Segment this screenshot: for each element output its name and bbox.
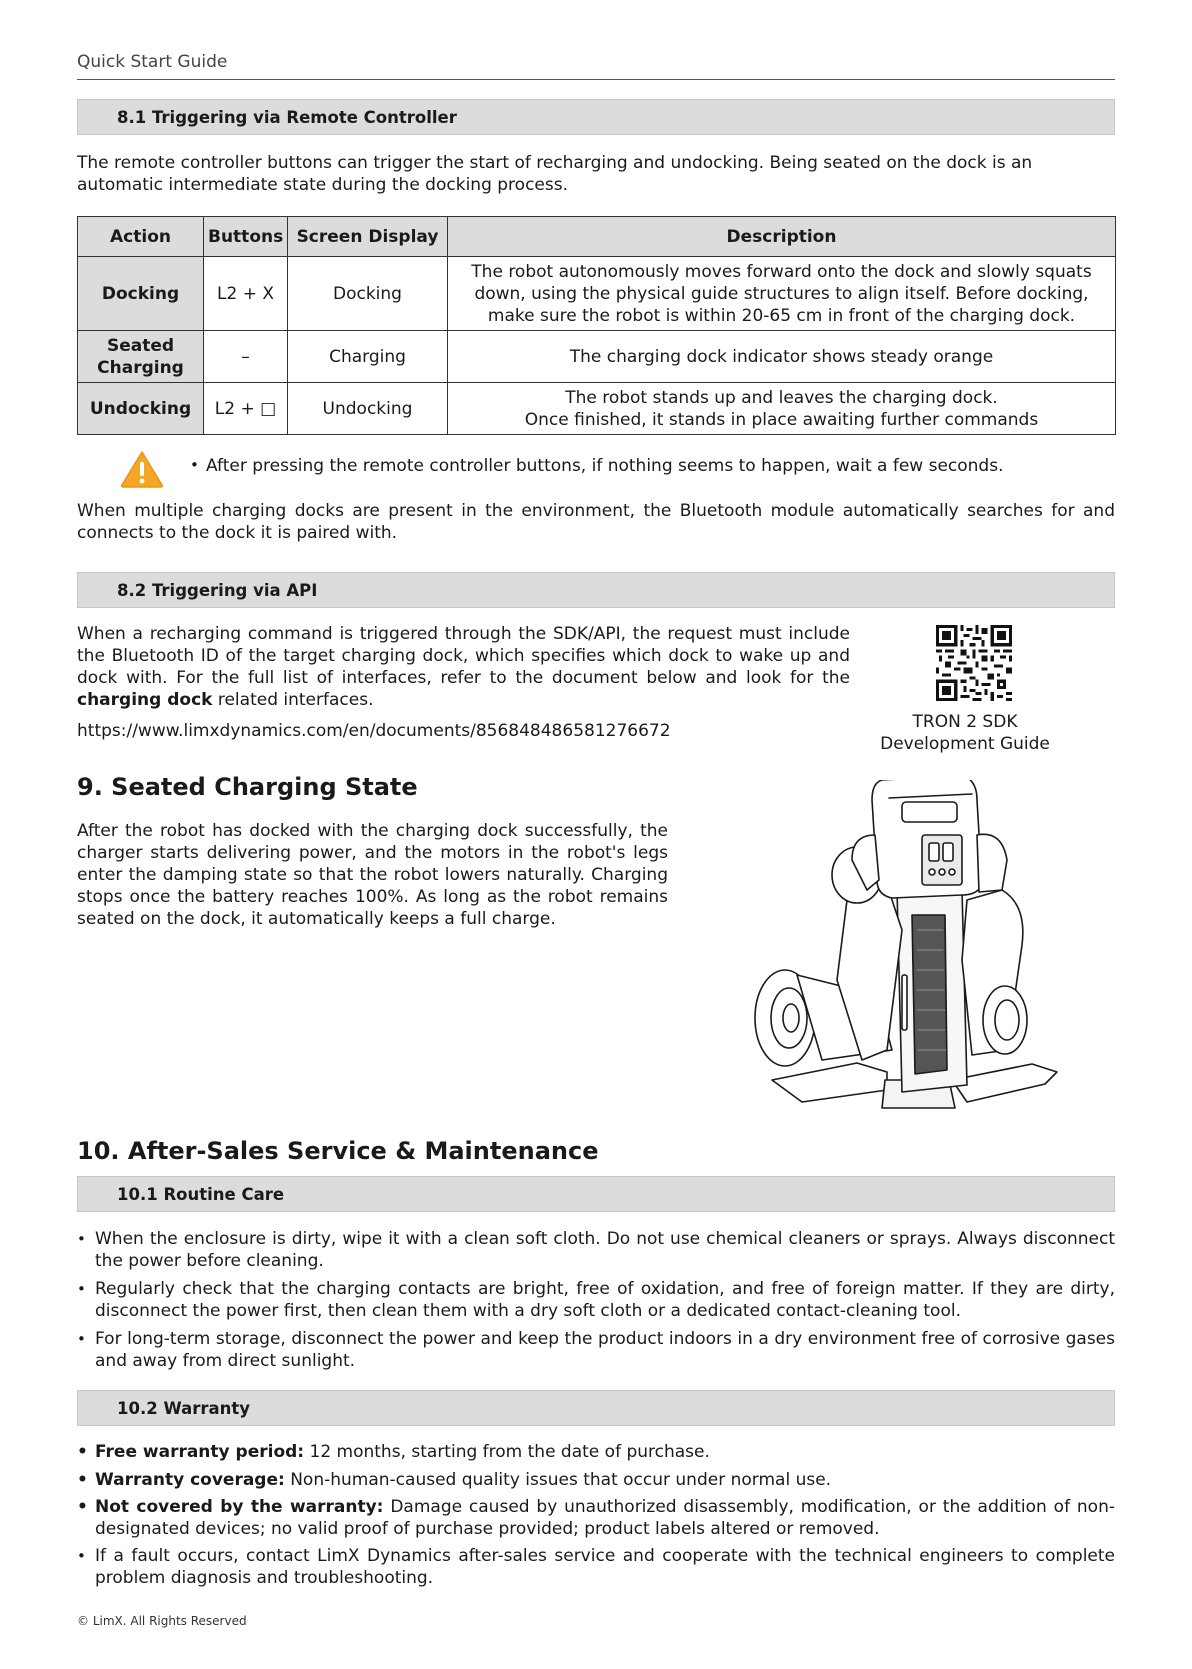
desc-line: The robot stands up and leaves the charging dock. bbox=[565, 387, 998, 408]
warranty-text: 12 months, starting from the date of purchase. bbox=[304, 1442, 710, 1462]
documentation-link[interactable]: https://www.limxdynamics.com/en/documents/856848486581276672 bbox=[77, 721, 671, 741]
table-row-docking bbox=[78, 257, 1116, 331]
cell-description bbox=[448, 257, 1116, 331]
qr-code-icon bbox=[936, 625, 1012, 701]
list-item: • Regularly check that the charging contacts are bright, free of oxidation, and free of foreign matter. If they are dirty, disconnect the power first, then clean them with a dry soft cloth or a dedicated contact-cleaning tool. bbox=[77, 1278, 1115, 1322]
list-item: • When the enclosure is dirty, wipe it with a clean soft cloth. Do not use chemical cleaners or sprays. Always disconnect the power before cleaning. bbox=[77, 1228, 1115, 1272]
warranty-list bbox=[77, 1441, 1115, 1546]
qr-caption bbox=[857, 711, 1073, 755]
cell-buttons: – bbox=[204, 331, 288, 383]
desc-line: Once finished, it stands in place awaiting further commands bbox=[524, 409, 1039, 430]
warning-text: After pressing the remote controller buttons, if nothing seems to happen, wait a few seconds. bbox=[206, 456, 1004, 476]
list-item bbox=[77, 1469, 1115, 1491]
warranty-contact-list bbox=[77, 1545, 1115, 1595]
header-buttons: Buttons bbox=[204, 217, 288, 257]
section-10-2-title: 10.2 Warranty bbox=[117, 1399, 250, 1418]
warranty-label: Not covered by the warranty: bbox=[95, 1497, 384, 1517]
section-8-1-title: 8.1 Triggering via Remote Controller bbox=[117, 108, 457, 127]
section-10-heading: 10. After-Sales Service & Maintenance bbox=[77, 1137, 599, 1165]
api-text-end: related interfaces. bbox=[212, 690, 374, 710]
list-item bbox=[77, 1496, 1115, 1540]
qr-caption-line: TRON 2 SDK bbox=[912, 712, 1018, 732]
api-paragraph bbox=[77, 623, 850, 711]
api-bold-term: charging dock bbox=[77, 690, 213, 710]
bluetooth-paragraph: When multiple charging docks are present in the environment, the Bluetooth module automatically searches for and connects to the dock it is paired with. bbox=[77, 501, 1115, 543]
action-table bbox=[77, 216, 1116, 435]
action-line: Charging bbox=[97, 357, 184, 378]
section-8-1-intro: The remote controller buttons can trigger the start of recharging and undocking. Being seated on the dock is an automatic intermediate state during the docking process. bbox=[77, 153, 1033, 195]
section-8-1-bar bbox=[77, 99, 1115, 135]
cell-action: Docking bbox=[78, 257, 204, 331]
desc-line: make sure the robot is within 20-65 cm in front of the charging dock. bbox=[487, 305, 1076, 326]
table-header-row bbox=[78, 217, 1116, 257]
desc-line: The robot autonomously moves forward onto the dock and slowly squats bbox=[471, 261, 1092, 282]
warning-triangle-icon bbox=[120, 450, 164, 488]
section-9-heading: 9. Seated Charging State bbox=[77, 773, 418, 801]
action-line: Seated bbox=[106, 335, 175, 356]
cell-buttons: L2 + □ bbox=[204, 383, 288, 435]
robot-on-charging-dock-illustration bbox=[727, 780, 1067, 1125]
section-8-2-bar bbox=[77, 572, 1115, 608]
warranty-text: Non-human-caused quality issues that occur under normal use. bbox=[284, 1470, 832, 1490]
cell-description: The charging dock indicator shows steady orange bbox=[448, 331, 1116, 383]
section-8-2-title: 8.2 Triggering via API bbox=[117, 581, 318, 600]
header-action: Action bbox=[78, 217, 204, 257]
table-row-seated-charging bbox=[78, 331, 1116, 383]
desc-line: down, using the physical guide structures to align itself. Before docking, bbox=[474, 283, 1089, 304]
header-screen-display: Screen Display bbox=[288, 217, 448, 257]
footer-copyright: © LimX. All Rights Reserved bbox=[77, 1614, 247, 1628]
warranty-text: Damage caused by unauthorized disassembly, modification, or the addition of non-designated devices; no valid proof of purchase provided; product labels altered or removed. bbox=[95, 1497, 1115, 1539]
table-row-undocking bbox=[78, 383, 1116, 435]
list-item: • If a fault occurs, contact LimX Dynamics after-sales service and cooperate with the technical engineers to complete problem diagnosis and troubleshooting. bbox=[77, 1545, 1115, 1589]
cell-buttons: L2 + X bbox=[204, 257, 288, 331]
list-item bbox=[77, 1441, 1115, 1463]
header-description: Description bbox=[448, 217, 1116, 257]
cell-action bbox=[78, 331, 204, 383]
section-9-paragraph: After the robot has docked with the charging dock successfully, the charger starts delivering power, and the motors in the robot's legs enter the damping state so that the robot lowers naturally. Charging stops once the battery reaches 100%. As long as the robot remains seated on the dock, it automatically keeps a full charge. bbox=[77, 821, 668, 929]
section-10-1-bar bbox=[77, 1176, 1115, 1212]
cell-display: Charging bbox=[288, 331, 448, 383]
warning-note bbox=[120, 450, 1115, 488]
section-10-1-title: 10.1 Routine Care bbox=[117, 1185, 285, 1204]
warranty-label: Free warranty period: bbox=[95, 1442, 305, 1462]
cell-display: Undocking bbox=[288, 383, 448, 435]
api-text: When a recharging command is triggered through the SDK/API, the request must include the Bluetooth ID of the target charging dock, which specifies which dock to wake up and dock with. For the full list of interfaces, refer to the document below and look for the bbox=[77, 624, 850, 688]
cell-display: Docking bbox=[288, 257, 448, 331]
warning-bullet: • bbox=[190, 456, 199, 474]
routine-care-list bbox=[77, 1228, 1115, 1378]
list-item: • For long-term storage, disconnect the power and keep the product indoors in a dry environment free of corrosive gases and away from direct sunlight. bbox=[77, 1328, 1115, 1372]
header-rule bbox=[77, 79, 1115, 80]
qr-caption-line: Development Guide bbox=[880, 734, 1050, 754]
cell-description bbox=[448, 383, 1116, 435]
warranty-label: Warranty coverage: bbox=[95, 1470, 285, 1490]
cell-action: Undocking bbox=[78, 383, 204, 435]
header-title: Quick Start Guide bbox=[77, 52, 228, 72]
section-10-2-bar bbox=[77, 1390, 1115, 1426]
